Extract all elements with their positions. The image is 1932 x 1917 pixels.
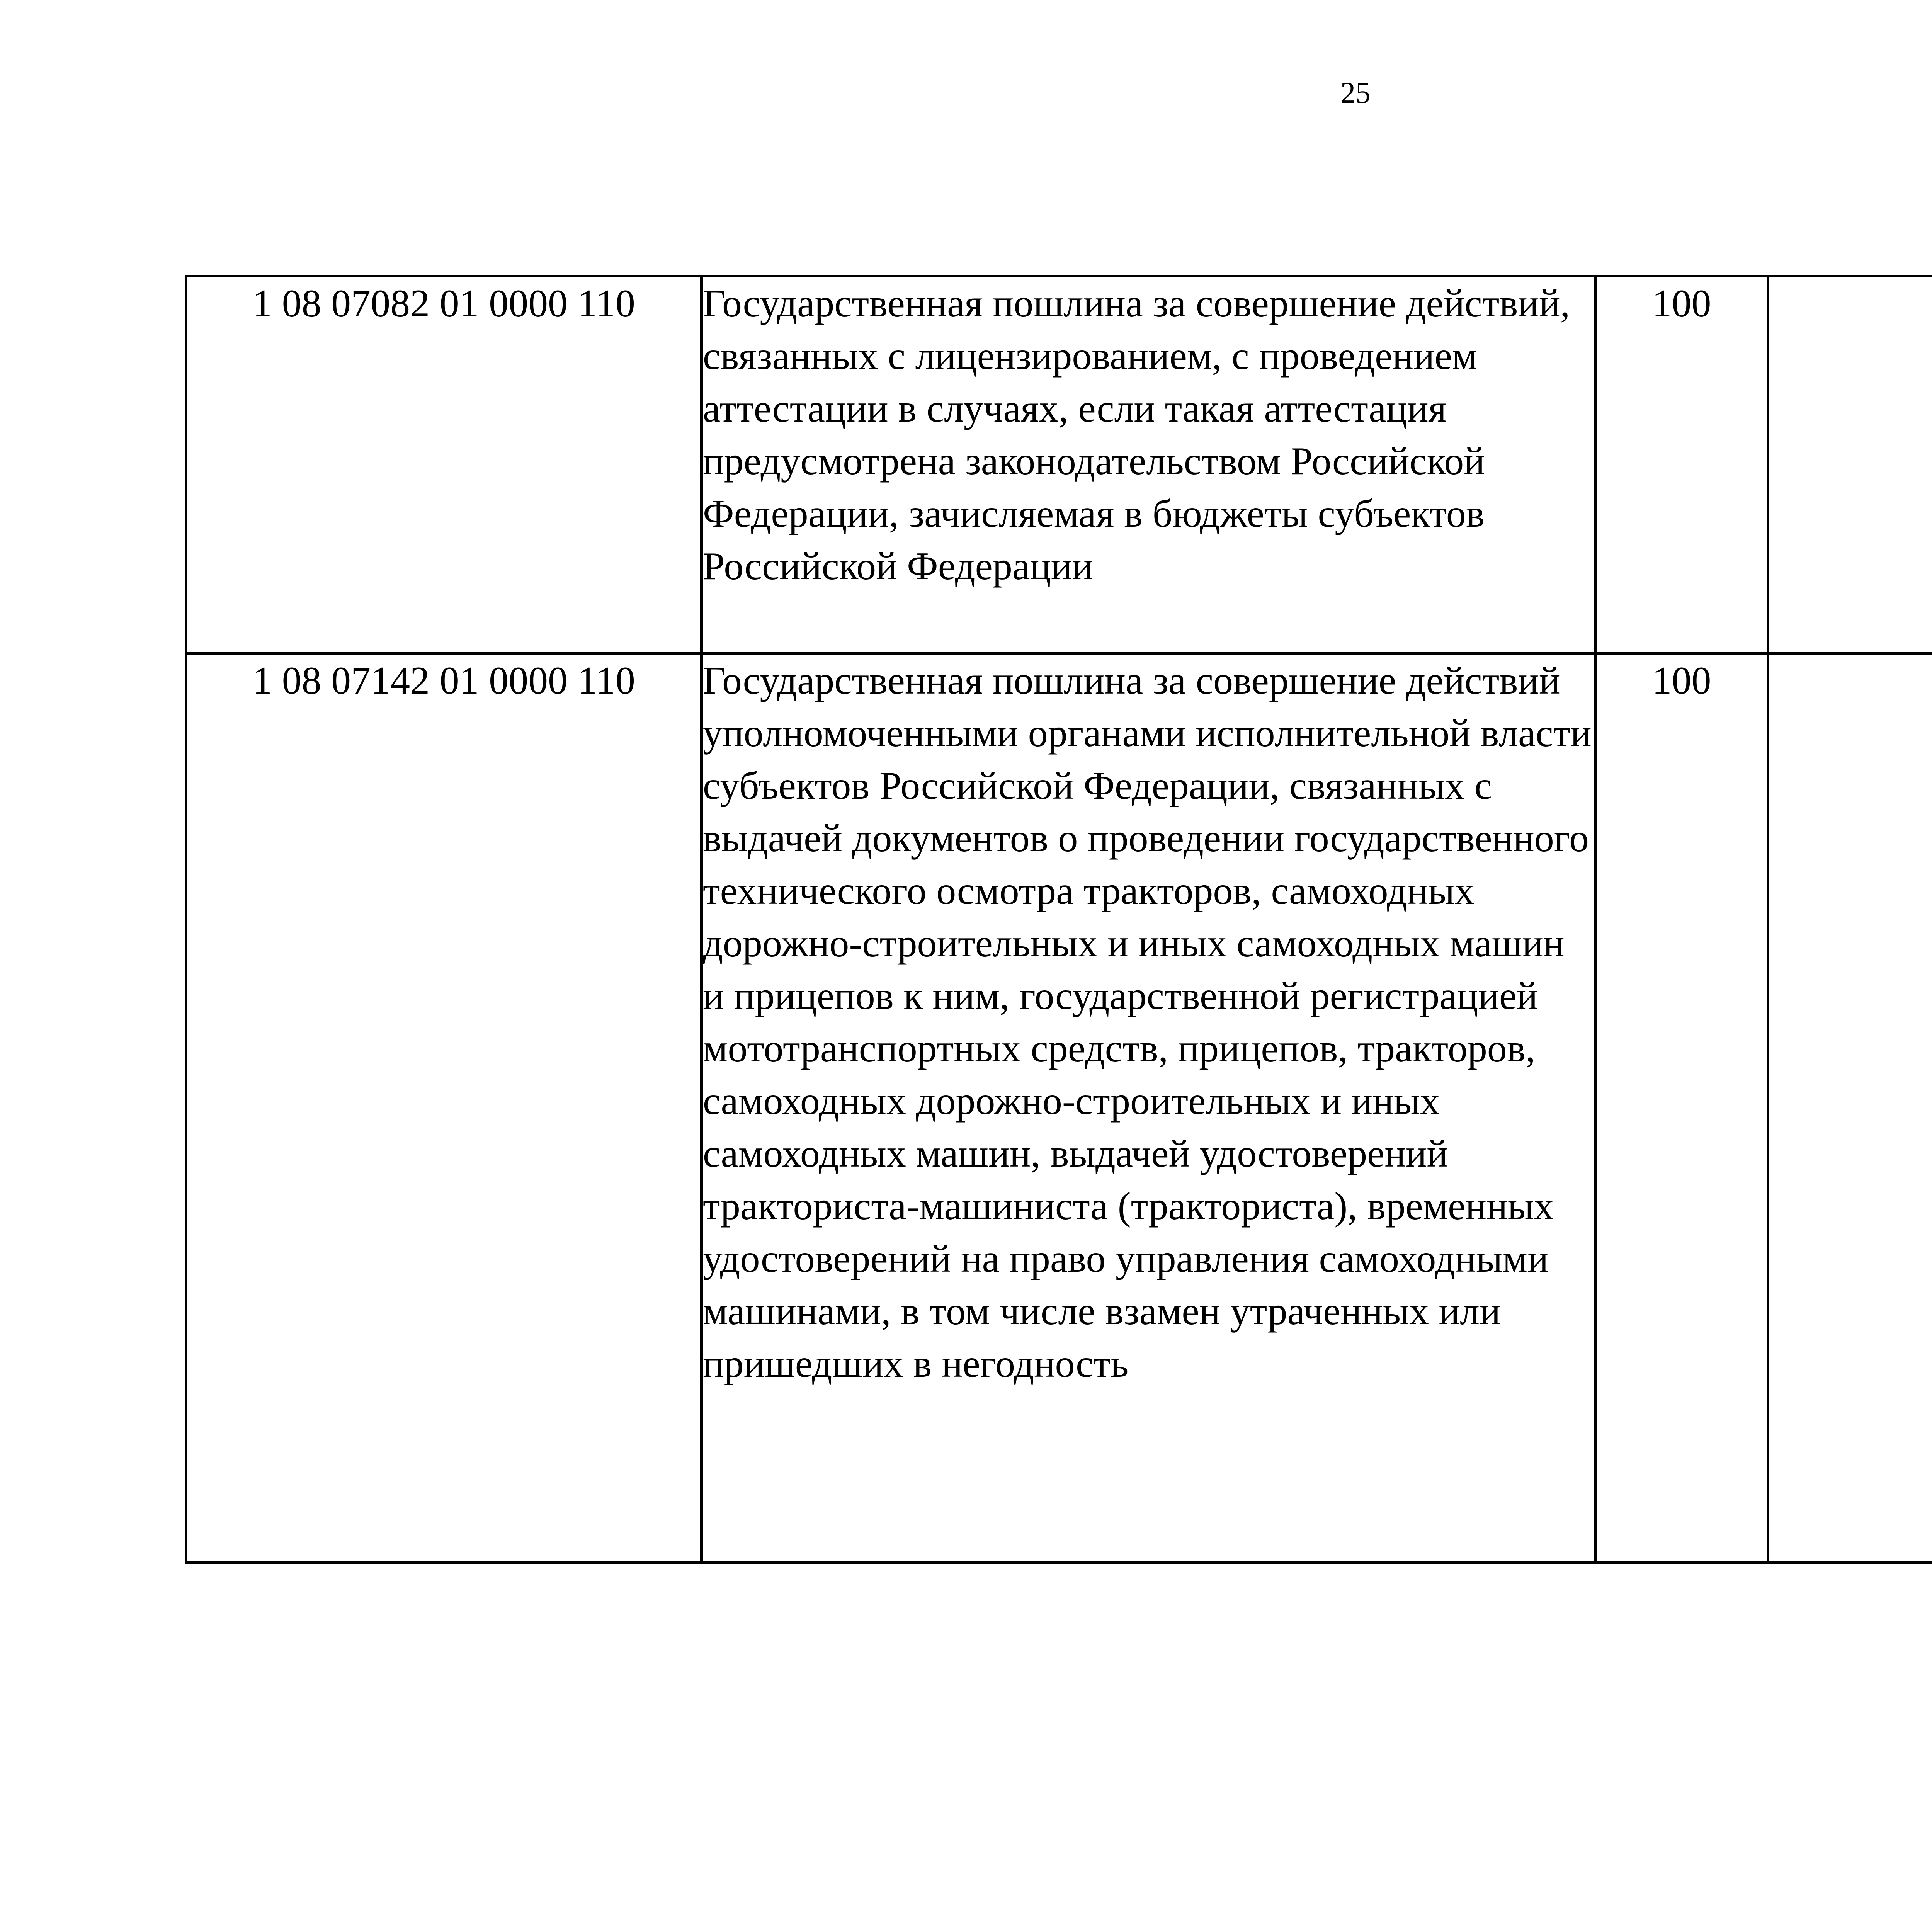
classification-code-cell: 1 08 07142 01 0000 110 <box>186 653 702 1563</box>
empty-cell <box>1768 276 1932 653</box>
page-number: 25 <box>1340 76 1371 109</box>
revenue-description-cell: Государственная пошлина за совершение действий уполномоченными органами исполнительной власти субъектов Российской Федерации, связанных с выдачей документов о проведении государственного технического осмотра тракторов, самоходных дорожно-строительных и иных самоходных машин и прицепов к ним, государственной регистрацией мототранспортных средств, прицепов, тракторов, самоходных дорожно-строительных и иных самоходных машин, выдачей удостоверений тракториста-машиниста (тракториста), временных удостоверений на право управления самоходными машинами, в том числе взамен утраченных или пришедших в негодность <box>702 653 1595 1563</box>
percentage-value-cell: 100 <box>1595 653 1768 1563</box>
percentage-value-cell: 100 <box>1595 276 1768 653</box>
table-row <box>186 653 1932 1563</box>
revenue-description-cell: Государственная пошлина за совершение действий, связанных с лицензированием, с проведением аттестации в случаях, если такая аттестация предусмотрена законодательством Российской Федерации, зачисляемая в бюджеты субъектов Российской Федерации <box>702 276 1595 653</box>
table-row <box>186 276 1932 653</box>
budget-revenue-table <box>185 275 1932 1564</box>
empty-cell <box>1768 653 1932 1563</box>
classification-code-cell: 1 08 07082 01 0000 110 <box>186 276 702 653</box>
